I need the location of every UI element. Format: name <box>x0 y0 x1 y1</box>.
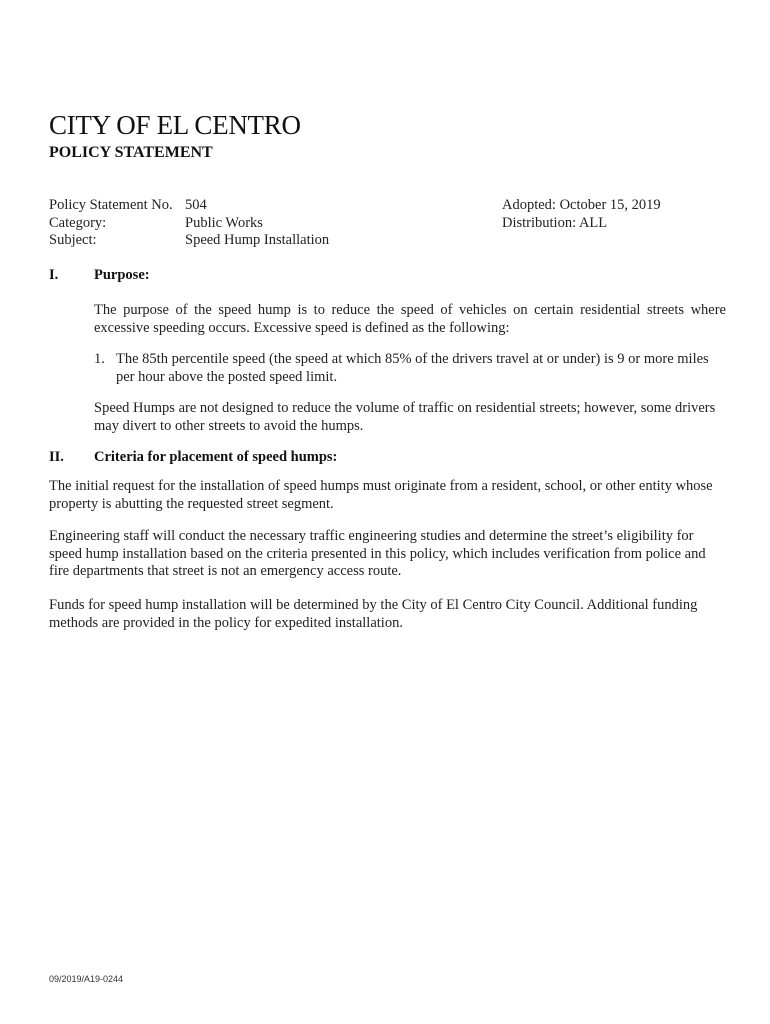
paragraph-line: excessive speeding occurs. Excessive speed is defined as the following: <box>94 319 510 336</box>
adopted-date: Adopted: October 15, 2019 <box>502 197 661 213</box>
section-number: II. <box>49 449 64 465</box>
list-marker: 1. <box>94 351 105 367</box>
subject-label: Subject: <box>49 232 97 248</box>
paragraph-line: The purpose of the speed hump is to reduce the speed of vehicles on certain residential streets where <box>94 302 726 318</box>
section-title: Purpose: <box>94 267 150 283</box>
criteria-paragraph-2: Engineering staff will conduct the necessary traffic engineering studies and determine the street’s eligibility for speed hump installation based on the criteria presented in this policy, which includes verification from police and fire departments that street is not an emergency access route. <box>49 528 706 579</box>
policy-number-label: Policy Statement No. <box>49 197 173 213</box>
section-number: I. <box>49 267 59 283</box>
meta-adoption <box>502 197 661 232</box>
meta-labels <box>49 197 173 250</box>
policy-number-value: 504 <box>185 197 207 213</box>
purpose-paragraph <box>94 302 726 337</box>
purpose-note-paragraph: Speed Humps are not designed to reduce the volume of traffic on residential streets; however, some drivers may divert to other streets to avoid the humps. <box>94 400 716 434</box>
category-value: Public Works <box>185 214 263 231</box>
meta-values <box>185 197 329 250</box>
list-item-text: The 85th percentile speed (the speed at which 85% of the drivers travel at or under) is 9 or more miles per hour above the posted speed limit. <box>116 351 709 385</box>
distribution: Distribution: ALL <box>502 214 608 231</box>
criteria-paragraph-3: Funds for speed hump installation will be determined by the City of El Centro City Council. Additional funding methods are provided in the policy for expedited installation. <box>49 597 698 631</box>
category-label: Category: <box>49 214 107 231</box>
footer-code: 09/2019/A19-0244 <box>49 974 124 984</box>
section-title: Criteria for placement of speed humps: <box>94 449 338 465</box>
page-title: CITY OF EL CENTRO <box>49 110 301 140</box>
page-subtitle: POLICY STATEMENT <box>49 144 213 161</box>
section-heading-criteria <box>49 449 337 466</box>
section-heading-purpose <box>49 267 150 284</box>
criteria-paragraph-1: The initial request for the installation of speed humps must originate from a resident, school, or other entity whose property is abutting the requested street segment. <box>49 478 713 512</box>
list-item <box>94 351 726 386</box>
subject-value: Speed Hump Installation <box>185 232 330 248</box>
